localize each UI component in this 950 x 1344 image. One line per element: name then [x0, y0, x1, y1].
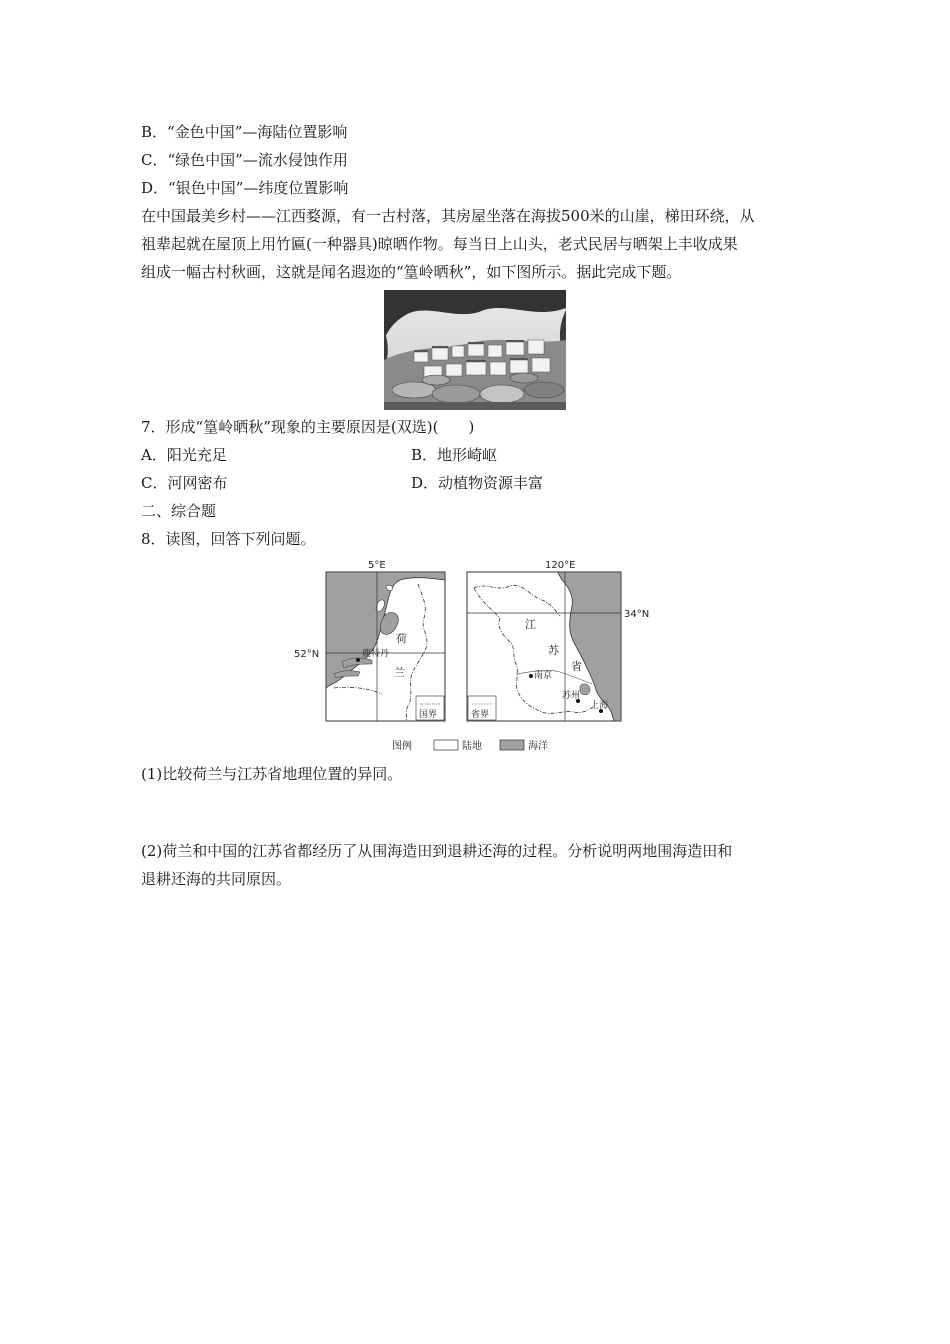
map-right-prov-1: 江 — [525, 618, 536, 631]
option-c: C．“绿色中国”—流水侵蚀作用 — [141, 151, 348, 169]
legend-land-swatch — [434, 740, 458, 750]
huangling-photo — [384, 290, 566, 410]
map-legend — [392, 739, 548, 752]
map-jiangsu — [467, 560, 649, 721]
passage-line-1: 在中国最美乡村——江西婺源，有一古村落，其房屋坐落在海拔500米的山崖，梯田环绕，从 — [141, 207, 755, 225]
nanjing-point — [529, 674, 533, 678]
option-d: D．“银色中国”—纬度位置影响 — [141, 179, 349, 197]
map-left-country-2: 兰 — [394, 666, 405, 679]
q7-option-a: A．阳光充足 — [141, 446, 227, 464]
q8-sub2-line-1: (2)荷兰和中国的江苏省都经历了从围海造田到退耕还海的过程。分析说明两地围海造田和 — [141, 842, 733, 860]
legend-sea-swatch — [500, 740, 524, 750]
maps-figure — [290, 556, 660, 756]
map-left-country-1: 荷 — [396, 632, 407, 645]
map-left-city: 鹿特丹 — [362, 649, 390, 659]
passage-line-3: 组成一幅古村秋画，这就是闻名遐迩的“篁岭晒秋”，如下图所示。据此完成下题。 — [141, 263, 682, 281]
map-right-prov-2: 苏 — [548, 644, 559, 657]
map-right-city-2: 苏州 — [562, 691, 581, 701]
map-left-legend-label: 国界 — [419, 710, 438, 720]
map-left-lon: 5°E — [368, 560, 386, 571]
map-right-city-3: 上海 — [590, 701, 609, 711]
q8-sub1: (1)比较荷兰与江苏省地理位置的异同。 — [141, 765, 403, 783]
q8-sub2-line-2: 退耕还海的共同原因。 — [141, 870, 292, 888]
option-b: B．“金色中国”—海陆位置影响 — [141, 123, 348, 141]
map-right-legend-label: 省界 — [471, 710, 490, 720]
rotterdam-point — [356, 658, 360, 662]
maps-svg — [290, 556, 660, 756]
q7-option-c: C．河网密布 — [141, 474, 228, 492]
q7-stem: 7．形成“篁岭晒秋”现象的主要原因是(双选)( ) — [141, 418, 475, 436]
q7-option-b: B．地形崎岖 — [411, 446, 498, 464]
village-photo-illustration — [384, 290, 566, 410]
legend-title: 图例 — [392, 741, 412, 752]
legend-land-label: 陆地 — [462, 741, 482, 752]
map-right-city-1: 南京 — [534, 671, 553, 681]
map-netherlands — [294, 560, 445, 721]
map-right-lat: 34°N — [624, 609, 650, 620]
q8-stem: 8．读图，回答下列问题。 — [141, 530, 316, 548]
map-right-lon: 120°E — [545, 560, 576, 571]
q7-option-d: D．动植物资源丰富 — [411, 474, 544, 492]
map-right-prov-3: 省 — [571, 660, 582, 673]
map-left-lat: 52°N — [294, 649, 320, 660]
section-heading: 二、综合题 — [141, 502, 217, 520]
passage-line-2: 祖辈起就在屋顶上用竹匾(一种器具)晾晒作物。每当日上山头，老式民居与晒架上丰收成果 — [141, 235, 738, 253]
legend-sea-label: 海洋 — [528, 741, 548, 752]
